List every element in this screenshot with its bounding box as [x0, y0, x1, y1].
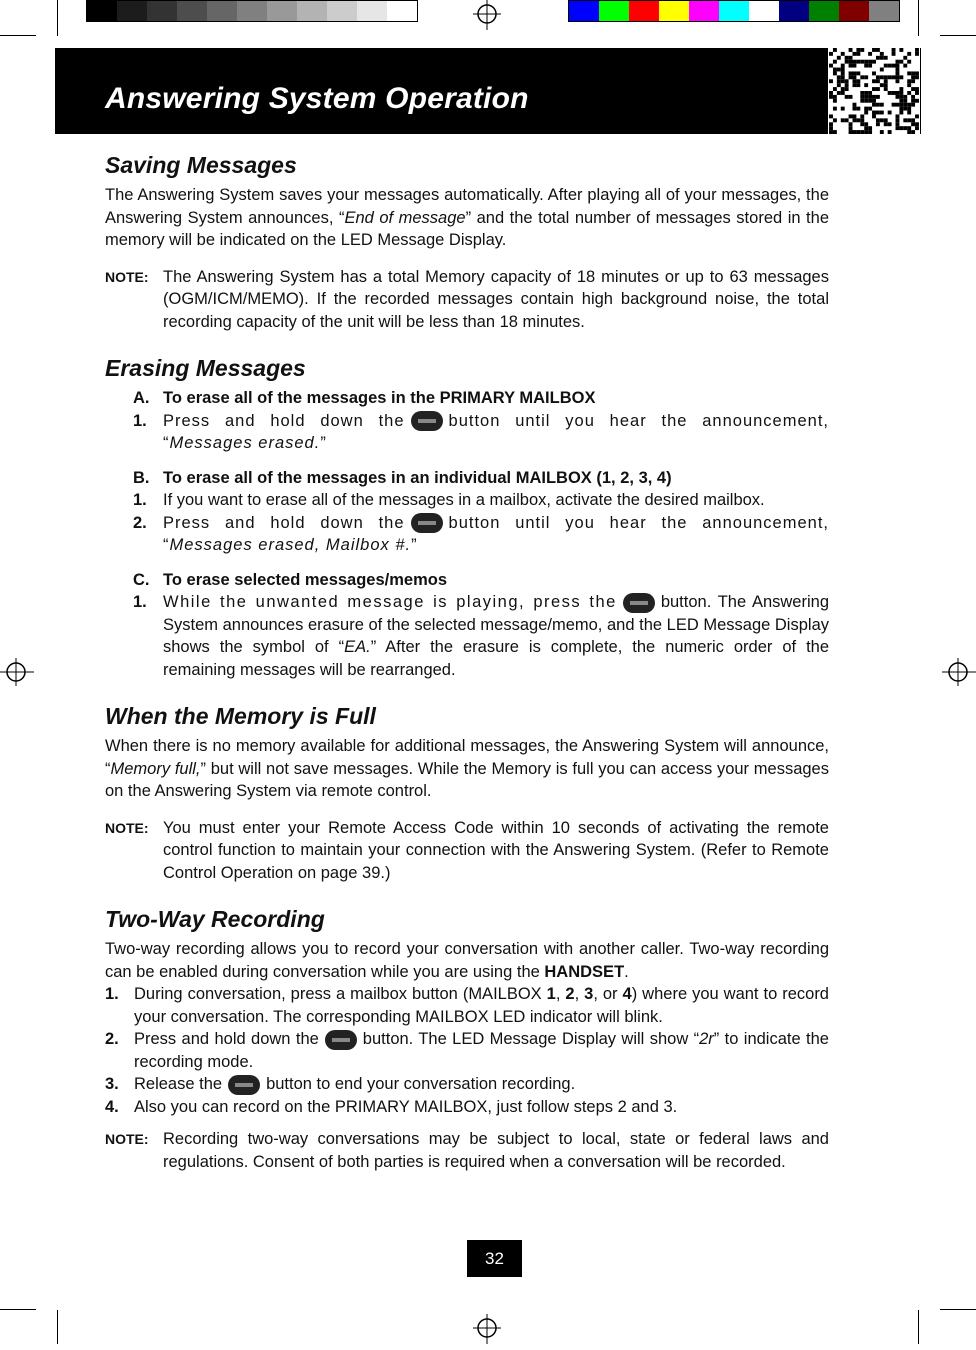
text: button until you hear the announcement, “ — [163, 411, 829, 452]
text: When there is no memory available for additional messages, the Answering System will announce, “ — [105, 737, 829, 778]
text: . — [624, 962, 629, 981]
text: Two-way recording allows you to record your conversation with another caller. Two-way recording can be enabled during conversation while you are using the — [105, 940, 829, 981]
page-number: 32 — [467, 1240, 522, 1277]
crop-mark — [918, 1310, 919, 1344]
color-swatch — [689, 1, 719, 21]
item-number: 1. — [105, 985, 119, 1003]
color-swatch — [659, 1, 689, 21]
text: Release the — [134, 1075, 223, 1093]
color-swatch — [357, 1, 387, 21]
emphasis-text: Messages erased. — [169, 434, 321, 452]
note-label: NOTE: — [105, 819, 149, 836]
barcode-pattern-icon — [828, 48, 920, 134]
text: ) where you want to record your conversation. The corresponding MAILBOX LED indicator will blink. — [134, 985, 829, 1026]
note-text: The Answering System has a total Memory capacity of 18 minutes or up to 63 messages (OGM/ICM/MEMO). If the recorded messages contain high background noise, the total recording capacity of the unit will be less than 18 minutes. — [163, 267, 829, 331]
text: During conversation, press a mailbox button (MAILBOX — [134, 985, 547, 1003]
text: button until you hear the announcement, “ — [163, 513, 829, 554]
subsection-label: B. — [133, 468, 150, 487]
emphasis-text: End of message — [344, 208, 466, 227]
list-item — [133, 489, 829, 512]
text: ” and the total number of messages stored in the memory will be indicated on the LED Message Display. — [105, 208, 829, 249]
main-content — [105, 150, 829, 1173]
two-way-recording-section — [105, 904, 829, 1173]
subsection-title: To erase selected messages/memos — [163, 570, 448, 589]
registration-mark-icon — [467, 1310, 507, 1350]
item-number: 3. — [105, 1075, 119, 1093]
list-item — [105, 1073, 829, 1096]
note-label: NOTE: — [105, 268, 149, 285]
color-swatch — [117, 1, 147, 21]
item-number: 1. — [133, 593, 147, 611]
item-number: 4. — [105, 1097, 119, 1116]
color-swatch — [599, 1, 629, 21]
note — [105, 1128, 829, 1173]
subsection-label: A. — [133, 389, 150, 407]
bold-text: 1 — [546, 985, 556, 1003]
color-swatch — [749, 1, 779, 21]
text: button. The LED Message Display will show “ — [362, 1030, 700, 1048]
registration-mark-icon — [936, 652, 976, 692]
subsection-label: C. — [133, 570, 150, 589]
text: , — [574, 985, 585, 1003]
text: ” to indicate the recording mode. — [134, 1030, 829, 1071]
section-heading: When the Memory is Full — [105, 703, 376, 729]
list-item — [133, 591, 829, 681]
text: button. The Answering System announces erasure of the selected message/memo, and the LED Message Display shows the symbol of “ — [163, 593, 829, 656]
color-swatch — [869, 1, 899, 21]
emphasis-text: EA. — [344, 638, 371, 656]
text: ” — [411, 536, 418, 554]
item-number: 2. — [105, 1030, 119, 1048]
text: While the unwanted message is playing, press the — [163, 593, 617, 611]
color-swatch — [87, 1, 117, 21]
list-item — [105, 1028, 829, 1073]
crop-mark — [940, 35, 976, 36]
subsection-title: To erase all of the messages in the PRIMARY MAILBOX — [163, 389, 596, 407]
text: ” — [320, 434, 327, 452]
subsection-heading — [133, 569, 829, 592]
gray-color-swatches — [86, 0, 418, 22]
section-heading: Saving Messages — [105, 152, 297, 178]
color-swatches — [568, 0, 900, 22]
crop-mark — [57, 0, 58, 36]
text: , — [555, 985, 566, 1003]
text: button to end your conversation recording. — [266, 1075, 576, 1093]
text: Also you can record on the PRIMARY MAILBOX, just follow steps 2 and 3. — [134, 1097, 678, 1116]
text: , or — [593, 985, 623, 1003]
bold-text: 4 — [622, 985, 632, 1003]
text: ” but will not save messages. While the Memory is full you can access your messages on the Answering System via remote control. — [105, 759, 829, 800]
note — [105, 266, 829, 334]
list-item — [105, 1096, 829, 1119]
note-text: You must enter your Remote Access Code within 10 seconds of activating the remote control function to maintain your connection with the Answering System. (Refer to Remote Control Operation on page 39.) — [163, 818, 829, 882]
text: Press and hold down the — [134, 1030, 319, 1048]
emphasis-text: 2r — [699, 1030, 714, 1048]
crop-mark — [0, 35, 36, 36]
record-button-icon — [325, 1030, 357, 1050]
erase-button-icon — [411, 513, 443, 533]
item-number: 1. — [133, 411, 147, 430]
crop-mark — [0, 1309, 36, 1310]
text: Press and hold down the — [163, 513, 405, 532]
note-text: Recording two-way conversations may be subject to local, state or federal laws and regulations. Consent of both parties is required when a conversation will be recorded. — [163, 1130, 829, 1171]
color-swatch — [177, 1, 207, 21]
text: Press and hold down the — [163, 411, 405, 430]
record-button-icon — [228, 1075, 260, 1095]
crop-mark — [918, 0, 919, 36]
bold-text: 2 — [565, 985, 575, 1003]
paragraph — [105, 735, 829, 803]
registration-mark-icon — [0, 652, 40, 692]
color-swatch — [147, 1, 177, 21]
crop-mark — [57, 1310, 58, 1344]
text: If you want to erase all of the messages in a mailbox, activate the desired mailbox. — [163, 491, 765, 509]
color-swatch — [809, 1, 839, 21]
text: The Answering System saves your messages automatically. After playing all of your messages, the Answering System announces, “ — [105, 186, 829, 227]
emphasis-text: Memory full, — [110, 759, 201, 778]
list-item — [133, 410, 829, 455]
erasing-messages-section — [105, 353, 829, 681]
memory-full-section — [105, 701, 829, 884]
erase-button-icon — [623, 593, 655, 613]
page-title: Answering System Operation — [105, 82, 529, 115]
section-heading: Erasing Messages — [105, 355, 306, 381]
color-swatch — [327, 1, 357, 21]
saving-messages-section — [105, 150, 829, 333]
color-swatch — [297, 1, 327, 21]
text: ” After the erasure is complete, the numeric order of the remaining messages will be rearranged. — [163, 638, 830, 679]
emphasis-text: Messages erased, Mailbox #. — [169, 536, 412, 554]
color-swatch — [207, 1, 237, 21]
registration-mark-icon — [467, 0, 507, 40]
paragraph — [105, 184, 829, 252]
item-number: 2. — [133, 513, 147, 532]
erase-button-icon — [411, 411, 443, 431]
subsection-heading — [133, 467, 829, 490]
bold-text: 3 — [584, 985, 594, 1003]
note — [105, 817, 829, 885]
color-swatch — [387, 1, 417, 21]
color-swatch — [267, 1, 297, 21]
color-swatch — [779, 1, 809, 21]
subsection-title: To erase all of the messages in an individual MAILBOX (1, 2, 3, 4) — [163, 468, 672, 487]
crop-mark — [940, 1309, 976, 1310]
bold-text: HANDSET — [544, 962, 625, 981]
color-swatch — [839, 1, 869, 21]
color-swatch — [719, 1, 749, 21]
color-swatch — [629, 1, 659, 21]
subsection-heading — [133, 387, 829, 410]
color-swatch — [237, 1, 267, 21]
list-item — [133, 512, 829, 557]
note-label: NOTE: — [105, 1131, 149, 1147]
color-swatch — [569, 1, 599, 21]
list-item — [105, 983, 829, 1028]
section-heading: Two-Way Recording — [105, 906, 325, 932]
paragraph — [105, 938, 829, 983]
item-number: 1. — [133, 491, 147, 509]
